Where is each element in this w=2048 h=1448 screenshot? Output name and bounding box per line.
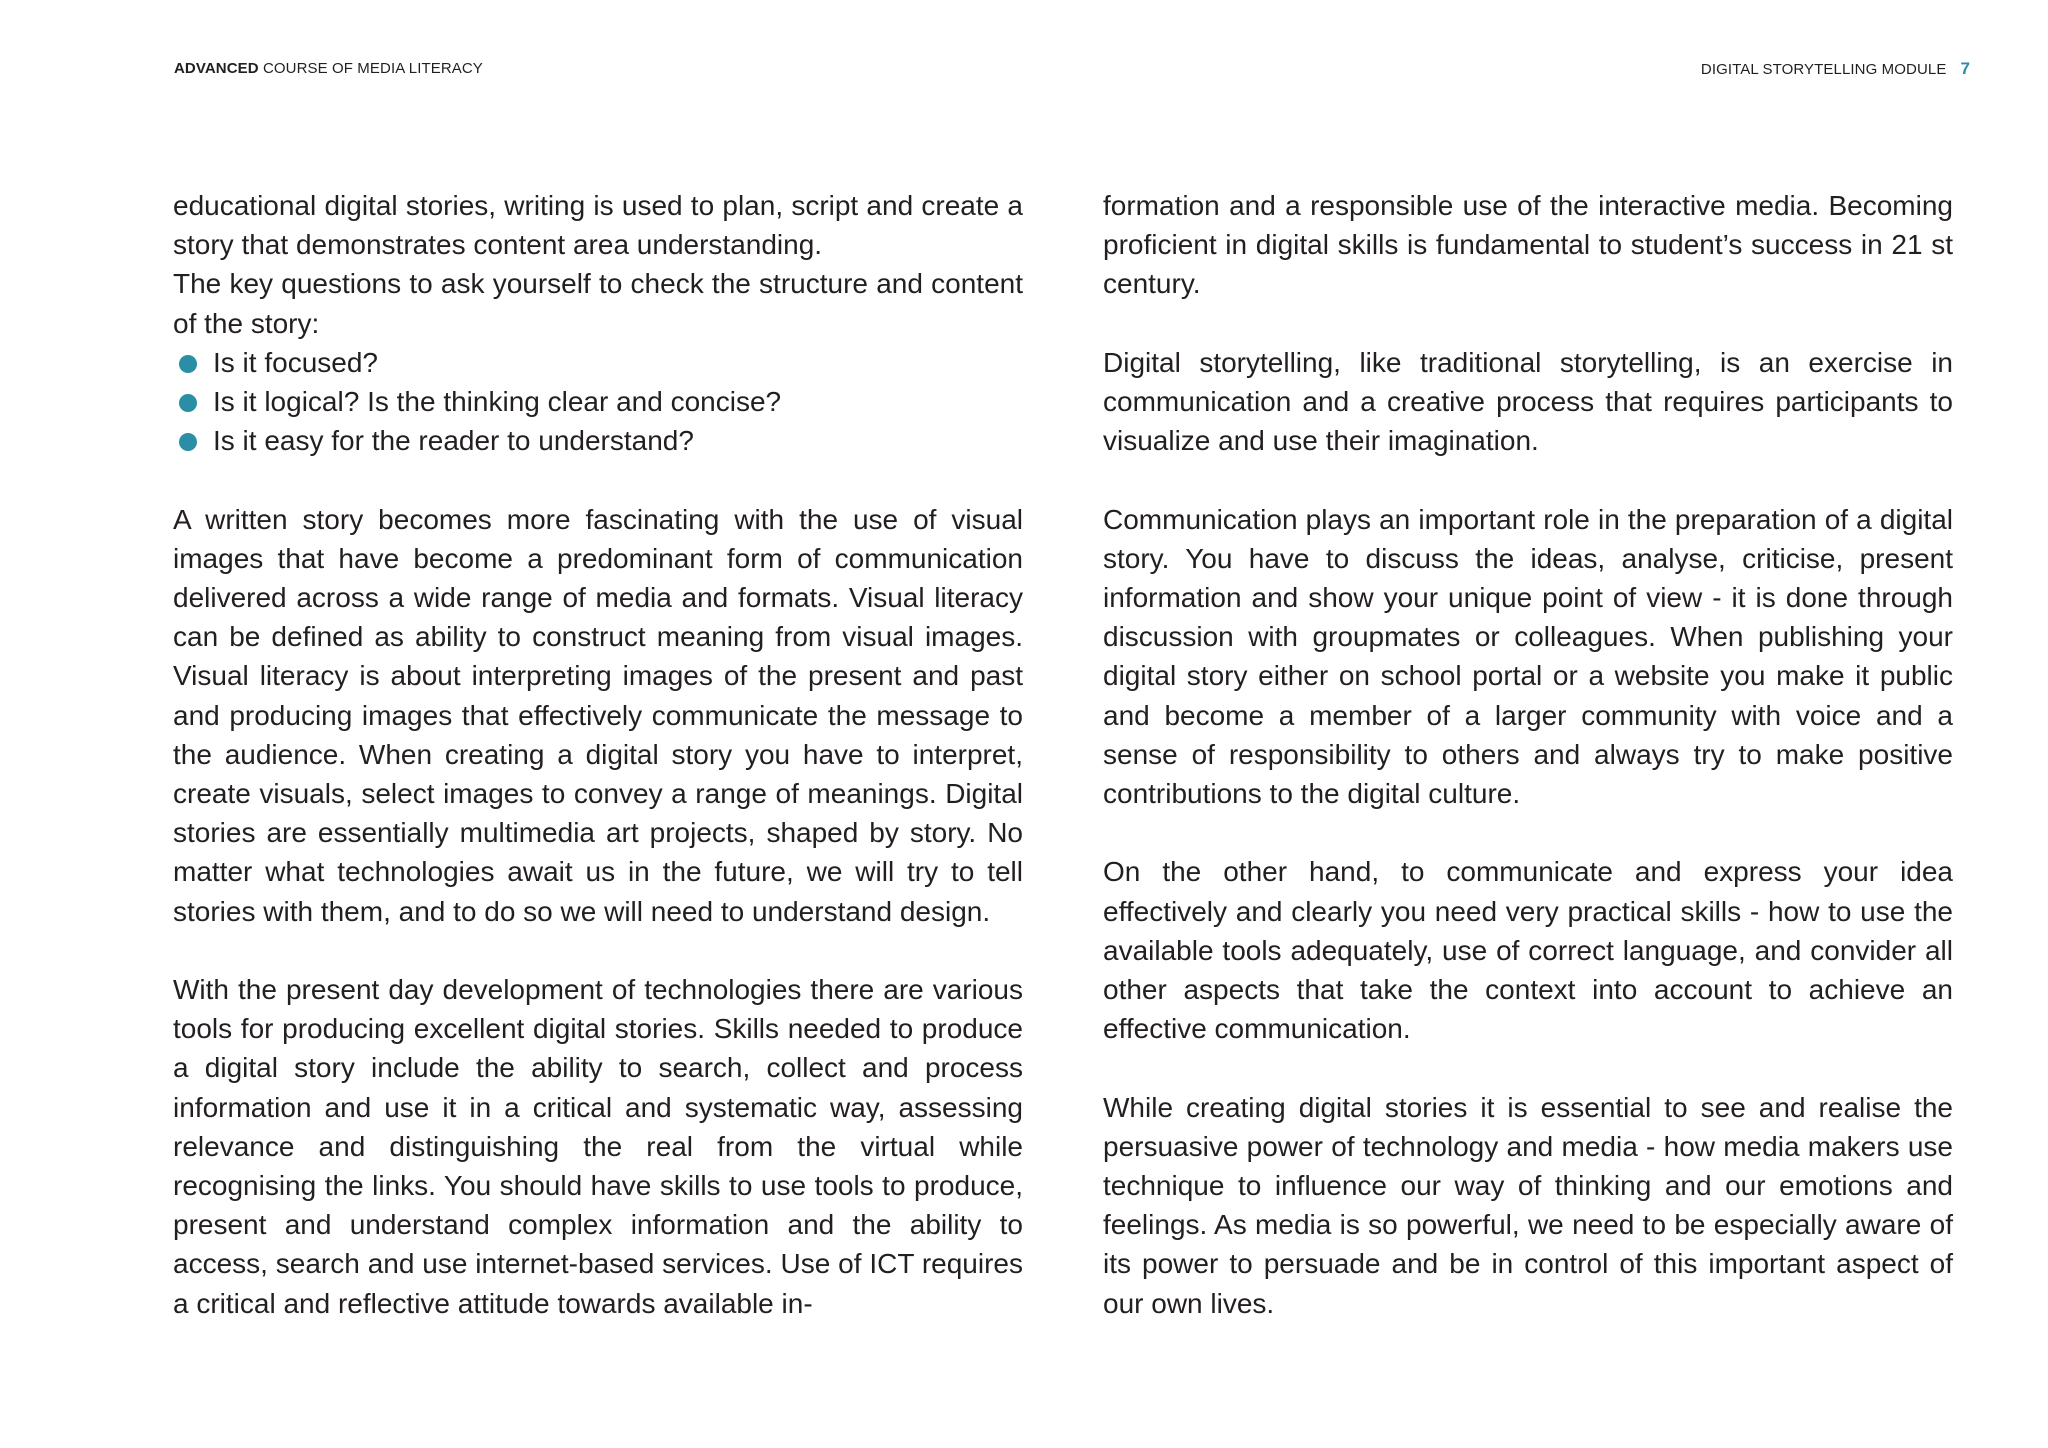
paragraph: educational digital stories, writing is used to plan, script and create a story that demonstrates content area understanding.: [173, 190, 1023, 261]
paragraph: A written story becomes more fascinating with the use of visual images that have become a predominant form of communication delivered across a wide range of media and formats. Visual literacy can be defined as ability to construct meaning from visual images. Visual literacy is about interpreting images of the present and past and producing images that effectively communicate the message to the audience. When creating a digital story you have to interpret, create visuals, select images to convey a range of meanings. Digital stories are essentially multimedia art projects, shaped by story. No matter what technologies await us in the future, we will try to tell stories with them, and to do so we will need to understand design.: [173, 503, 1023, 927]
list-item-text: Is it focused?: [213, 346, 378, 378]
key-questions-list: [173, 343, 1023, 461]
paragraph-gap: [1103, 304, 1953, 343]
list-item-text: Is it easy for the reader to understand?: [213, 425, 694, 457]
bullet-dot-icon: [179, 355, 197, 373]
header-course-title: COURSE OF MEDIA LITERACY: [258, 60, 483, 77]
paragraph: formation and a responsible use of the interactive media. Becoming proficient in digital skills is fundamental to student’s success in 21 st century.: [1103, 190, 1953, 300]
right-column: [1103, 186, 1953, 1323]
paragraph-gap: [173, 460, 1023, 499]
running-header-right: [1701, 60, 1970, 79]
left-column: [173, 186, 1023, 1323]
paragraph-gap: [173, 931, 1023, 970]
paragraph-gap: [1103, 460, 1953, 499]
paragraph-gap: [1103, 813, 1953, 852]
paragraph: Communication plays an important role in the preparation of a digital story. You have to discuss the ideas, analyse, criticise, present information and show your unique point of view - it is done through discussion with groupmates or colleagues. When publishing your digital story either on school portal or a website you make it public and become a member of a larger community with voice and a sense of responsibility to others and always try to make positive contributions to the digital culture.: [1103, 503, 1953, 810]
page-number: 7: [1960, 59, 1970, 78]
list-item-text: Is it logical? Is the thinking clear and concise?: [213, 386, 782, 418]
list-item: [173, 343, 1023, 382]
paragraph: Digital storytelling, like traditional storytelling, is an exercise in communication and a creative process that requires participants to visualize and use their imagination.: [1103, 346, 1953, 457]
list-item: [173, 421, 1023, 460]
list-item: [173, 382, 1023, 421]
header-course-level: ADVANCED: [174, 60, 259, 77]
header-module-title: DIGITAL STORYTELLING MODULE: [1700, 61, 1947, 78]
paragraph: On the other hand, to communicate and express your idea effectively and clearly you need very practical skills - how to use the available tools adequately, use of correct language, and convider all other aspects that take the context into account to achieve an effective communication.: [1103, 856, 1953, 1045]
bullet-dot-icon: [179, 394, 197, 412]
bullet-dot-icon: [179, 433, 197, 451]
running-header-left: [174, 60, 483, 78]
paragraph: With the present day development of technologies there are various tools for producing excellent digital stories. Skills needed to produce a digital story include the ability to search, collect and process information and use it in a critical and systematic way, assessing relevance and distinguishing the real from the virtual while recognising the links. You should have skills to use tools to produce, present and understand complex information and the ability to access, search and use internet-based services. Use of ICT requires a critical and reflective attitude towards available in-: [173, 974, 1023, 1319]
paragraph: The key questions to ask yourself to check the structure and content of the story:: [173, 268, 1023, 339]
paragraph-gap: [1103, 1048, 1953, 1087]
paragraph: While creating digital stories it is essential to see and realise the persuasive power of technology and media - how media makers use technique to influence our way of thinking and our emotions and feelings. As media is so powerful, we need to be especially aware of its power to persuade and be in control of this important aspect of our own lives.: [1103, 1091, 1953, 1319]
